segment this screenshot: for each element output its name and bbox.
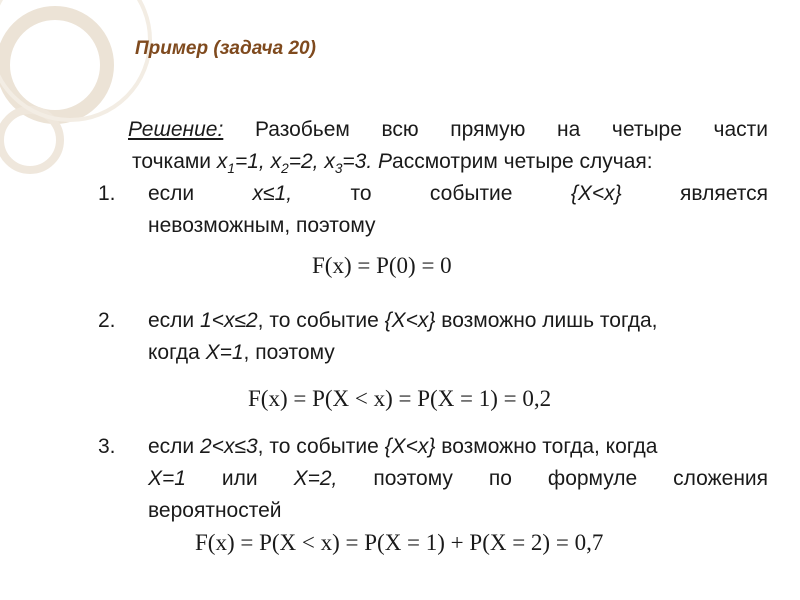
case-3-word: формуле [547,467,638,490]
case-2-number: 2. [98,309,116,332]
point-2-var: x [270,150,282,173]
case-3-word: по [488,467,512,490]
case-2-formula: F(x) = P(X < x) = P(X = 1) = 0,2 [248,386,552,411]
case-2-word: , поэтому [243,341,335,364]
slide-title: Пример (задача 20) [135,38,316,59]
case-2-condition: 1<x≤2 [200,309,258,332]
case-3-word: или [221,467,258,490]
case-2-line-2 [148,337,335,369]
point-2-sub: 2 [281,161,289,177]
case-3-formula: F(x) = P(X < x) = P(X = 1) + P(X = 2) = 0,7 [195,530,604,555]
case-3-word: возможно тогда, когда [435,435,658,458]
case-3-word: сложения [673,467,769,490]
case-2-word: когда [148,341,206,364]
point-1-val: =1, [234,150,271,173]
solution-label: Решение: [128,118,224,141]
case-1-word: если [148,182,195,205]
case-1-line-2: невозможным, поэтому [148,214,376,237]
point-3-sub: 3 [334,161,343,177]
case-2-word: если [148,309,200,332]
case-2-value: X=1 [205,341,244,364]
case-3-value: X=2, [293,467,338,490]
intro-text-2: точками [132,150,217,173]
case-3-condition: 2<x≤3 [200,435,258,458]
case-1-formula: F(x) = P(0) = 0 [312,253,452,278]
point-3-var: x [324,150,335,173]
case-1-word: является [680,182,768,205]
point-3-val: =3. [342,150,379,173]
case-2-word: , то событие [257,309,385,332]
case-2-line-1 [148,305,657,337]
case-1-event: {X<x} [570,182,622,205]
case-3-word: , то событие [257,435,385,458]
case-3-line-3: вероятностей [148,499,282,522]
case-1-number: 1. [98,182,116,205]
case-2-word: возможно лишь тогда, [435,309,658,332]
case-3-line-1 [148,431,657,463]
intro-line-1 [128,114,768,146]
case-3-word: поэтому [373,467,453,490]
intro-cap-letter: Р [378,150,393,173]
case-2-event: {X<x} [384,309,436,332]
case-3-number: 3. [98,435,116,458]
case-1-word: то [350,182,372,205]
case-1-word: событие [429,182,513,205]
intro-text-3: ассмотрим четыре случая: [392,150,653,173]
case-3-value: X=1 [148,467,186,490]
point-1-sub: 1 [227,161,235,177]
intro-text-1: Разобьем всю прямую на четыре части [254,118,768,141]
case-1-condition: x≤1, [252,182,293,205]
case-3-word: если [148,435,200,458]
point-1-var: x [216,150,228,173]
point-2-val: =2, [288,150,325,173]
case-1-line-1 [148,178,768,210]
case-3-event: {X<x} [384,435,436,458]
case-3-line-2 [148,463,768,495]
